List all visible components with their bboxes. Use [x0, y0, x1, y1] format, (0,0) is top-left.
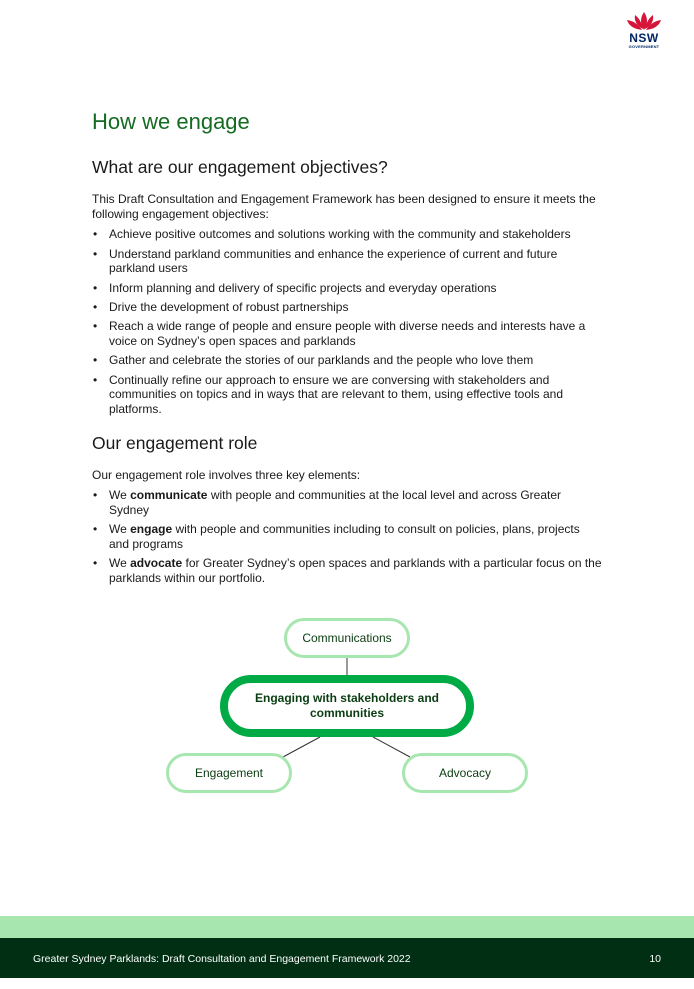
- node-communications: Communications: [284, 618, 410, 658]
- page-title: How we engage: [92, 109, 250, 134]
- page-number: 10: [649, 953, 661, 965]
- list-item: [92, 488, 602, 517]
- main-content: [92, 108, 602, 590]
- engagement-role-section: [92, 432, 602, 586]
- connector-left: [283, 737, 320, 757]
- role-keyword: communicate: [130, 488, 208, 503]
- role-pre: We: [109, 556, 131, 571]
- objectives-intro: This Draft Consultation and Engagement Framework has been designed to ensure it meets the following engagement objectives:: [92, 192, 596, 221]
- list-item: • Inform planning and delivery of specific projects and everyday operations: [92, 281, 602, 296]
- role-post: with people and communities including to consult on policies, plans, projects and programs: [109, 522, 580, 551]
- section-heading-objectives: What are our engagement objectives?: [92, 157, 388, 177]
- nsw-government-logo: [622, 10, 666, 52]
- role-post: with people and communities at the local level and across Greater Sydney: [109, 488, 562, 517]
- list-item: • Understand parkland communities and enhance the experience of current and future parkland users: [92, 247, 602, 276]
- list-item: • Reach a wide range of people and ensure people with diverse needs and interests have a voice on Sydney’s open spaces and parklands: [92, 319, 602, 348]
- footer-accent-band: [0, 916, 694, 938]
- objectives-list: [92, 227, 602, 416]
- role-pre: We: [109, 488, 131, 503]
- role-intro: Our engagement role involves three key elements:: [92, 467, 361, 482]
- role-keyword: engage: [130, 522, 173, 537]
- node-center: [220, 675, 474, 737]
- list-item: • Achieve positive outcomes and solutions working with the community and stakeholders: [92, 227, 602, 242]
- role-pre: We: [109, 522, 131, 537]
- node-advocacy: Advocacy: [402, 753, 528, 793]
- list-item: • Continually refine our approach to ensure we are conversing with stakeholders and communities on topics and in ways that are relevant to them, using effective tools and platforms.: [92, 373, 602, 417]
- footer: [0, 938, 694, 978]
- node-engagement: Engagement: [166, 753, 292, 793]
- role-list: [92, 488, 602, 585]
- footer-title: Greater Sydney Parklands: Draft Consultation and Engagement Framework 2022: [33, 953, 411, 965]
- list-item: [92, 556, 602, 585]
- list-item: • Drive the development of robust partnerships: [92, 300, 602, 315]
- list-item: [92, 522, 602, 551]
- role-keyword: advocate: [130, 556, 183, 571]
- logo-text: NSW: [629, 31, 659, 45]
- node-center-label: Engaging with stakeholders and communities: [254, 691, 440, 720]
- connector-right: [373, 737, 410, 757]
- role-post: for Greater Sydney’s open spaces and parklands with a particular focus on the parklands within our portfolio.: [109, 556, 602, 585]
- logo-subtext: GOVERNMENT: [628, 44, 660, 49]
- section-heading-role: Our engagement role: [92, 432, 258, 453]
- list-item: • Gather and celebrate the stories of our parklands and the people who love them: [92, 353, 602, 368]
